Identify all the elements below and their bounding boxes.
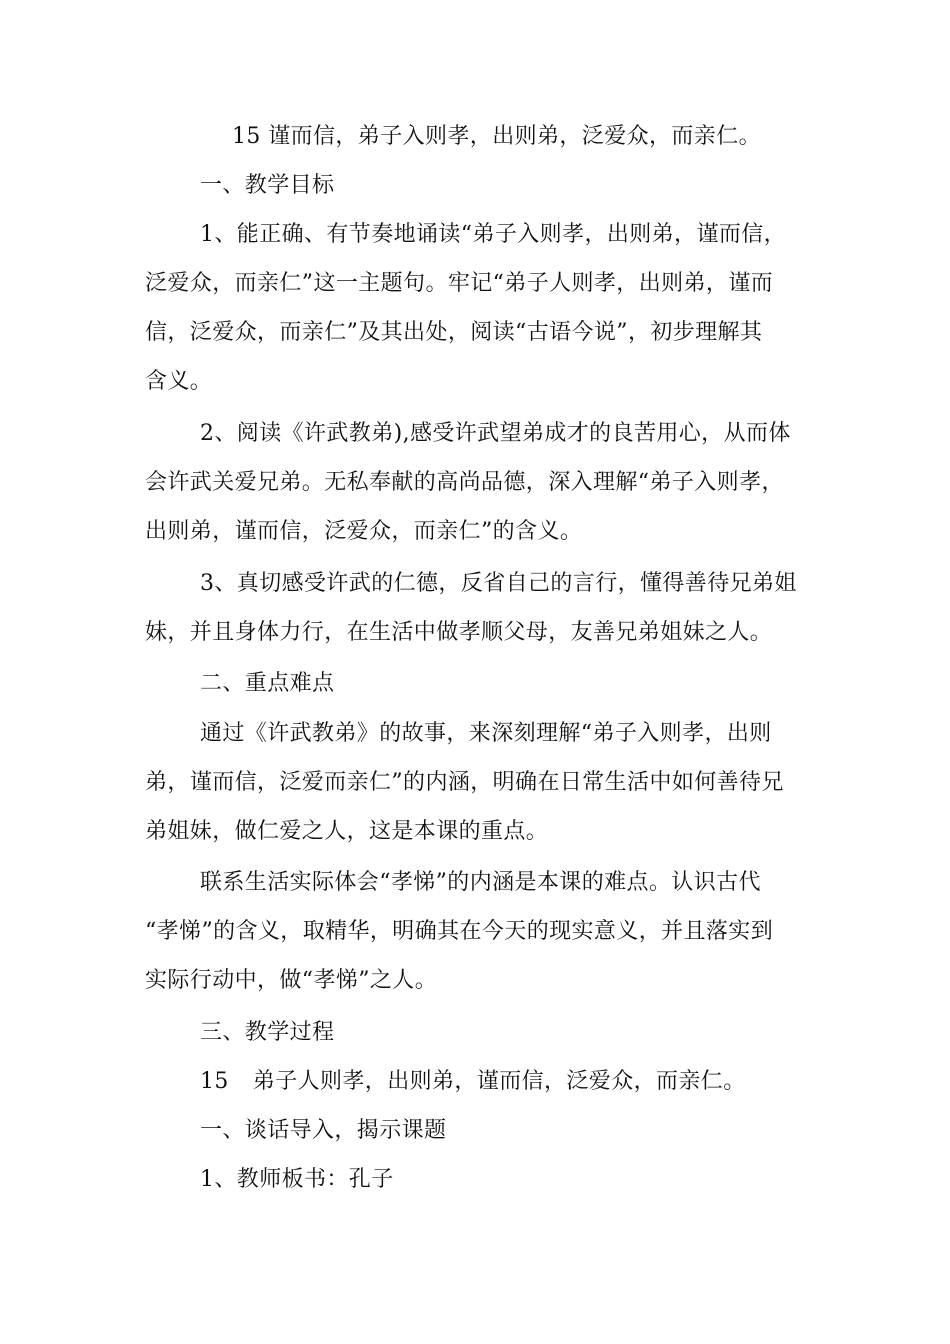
goal-3-line-1: 3、真切感受许武的仁德，反省自己的言行，懂得善待兄弟姐 [200,571,797,596]
difficult-points-line-2: “孝悌”的含义，取精华，明确其在今天的现实意义，并且落实到 [145,919,774,944]
goal-1-line-2: 泛爱众，而亲仁”这一主题句。牢记“弟子人则孝，出则弟，谨而 [145,271,774,296]
step-1-item: 1、教师板书：孔子 [200,1167,394,1192]
goal-1-line-3: 信，泛爱众，而亲仁”及其出处，阅读“古语今说”，初步理解其 [145,320,763,345]
key-points-line-2: 弟，谨而信，泛爱而亲仁”的内涵，明确在日常生活中如何善待兄 [145,770,784,795]
section-heading-process: 三、教学过程 [200,1020,335,1045]
section-heading-key-points: 二、重点难点 [200,671,335,696]
process-number: 15 [200,1069,229,1094]
process-title: 弟子人则孝，出则弟，谨而信，泛爱众，而亲仁。 [252,1069,746,1094]
step-1-heading: 一、谈话导入，揭示课题 [200,1118,447,1143]
goal-2-line-1: 2、阅读《许武教弟),感受许武望弟成才的良苦用心，从而体 [200,421,791,446]
difficult-points-line-3: 实际行动中，做“孝悌”之人。 [145,968,438,993]
process-title-line [200,1067,815,1097]
goal-3-line-2: 妹，并且身体力行，在生活中做孝顺父母，友善兄弟姐妹之人。 [145,620,773,645]
goal-1-line-4: 含义。 [145,369,213,394]
goal-2-line-3: 出则弟，谨而信，泛爱众，而亲仁”的含义。 [145,519,583,544]
difficult-points-line-1: 联系生活实际体会“孝悌”的内涵是本课的难点。认识古代 [200,870,761,895]
key-points-line-1: 通过《许武教弟》的故事，来深刻理解“弟子入则孝，出则 [200,721,772,746]
key-points-line-3: 弟姐妹，做仁爱之人，这是本课的重点。 [145,819,549,844]
section-heading-goals: 一、教学目标 [200,173,335,198]
goal-1-line-1: 1、能正确、有节奏地诵读“弟子入则孝，出则弟，谨而信， [200,222,787,247]
lesson-title: 15 谨而信，弟子入则孝，出则弟，泛爱众，而亲仁。 [232,124,761,149]
goal-2-line-2: 会许武关爱兄弟。无私奉献的高尚品德，深入理解“弟子入则孝， [145,470,784,495]
